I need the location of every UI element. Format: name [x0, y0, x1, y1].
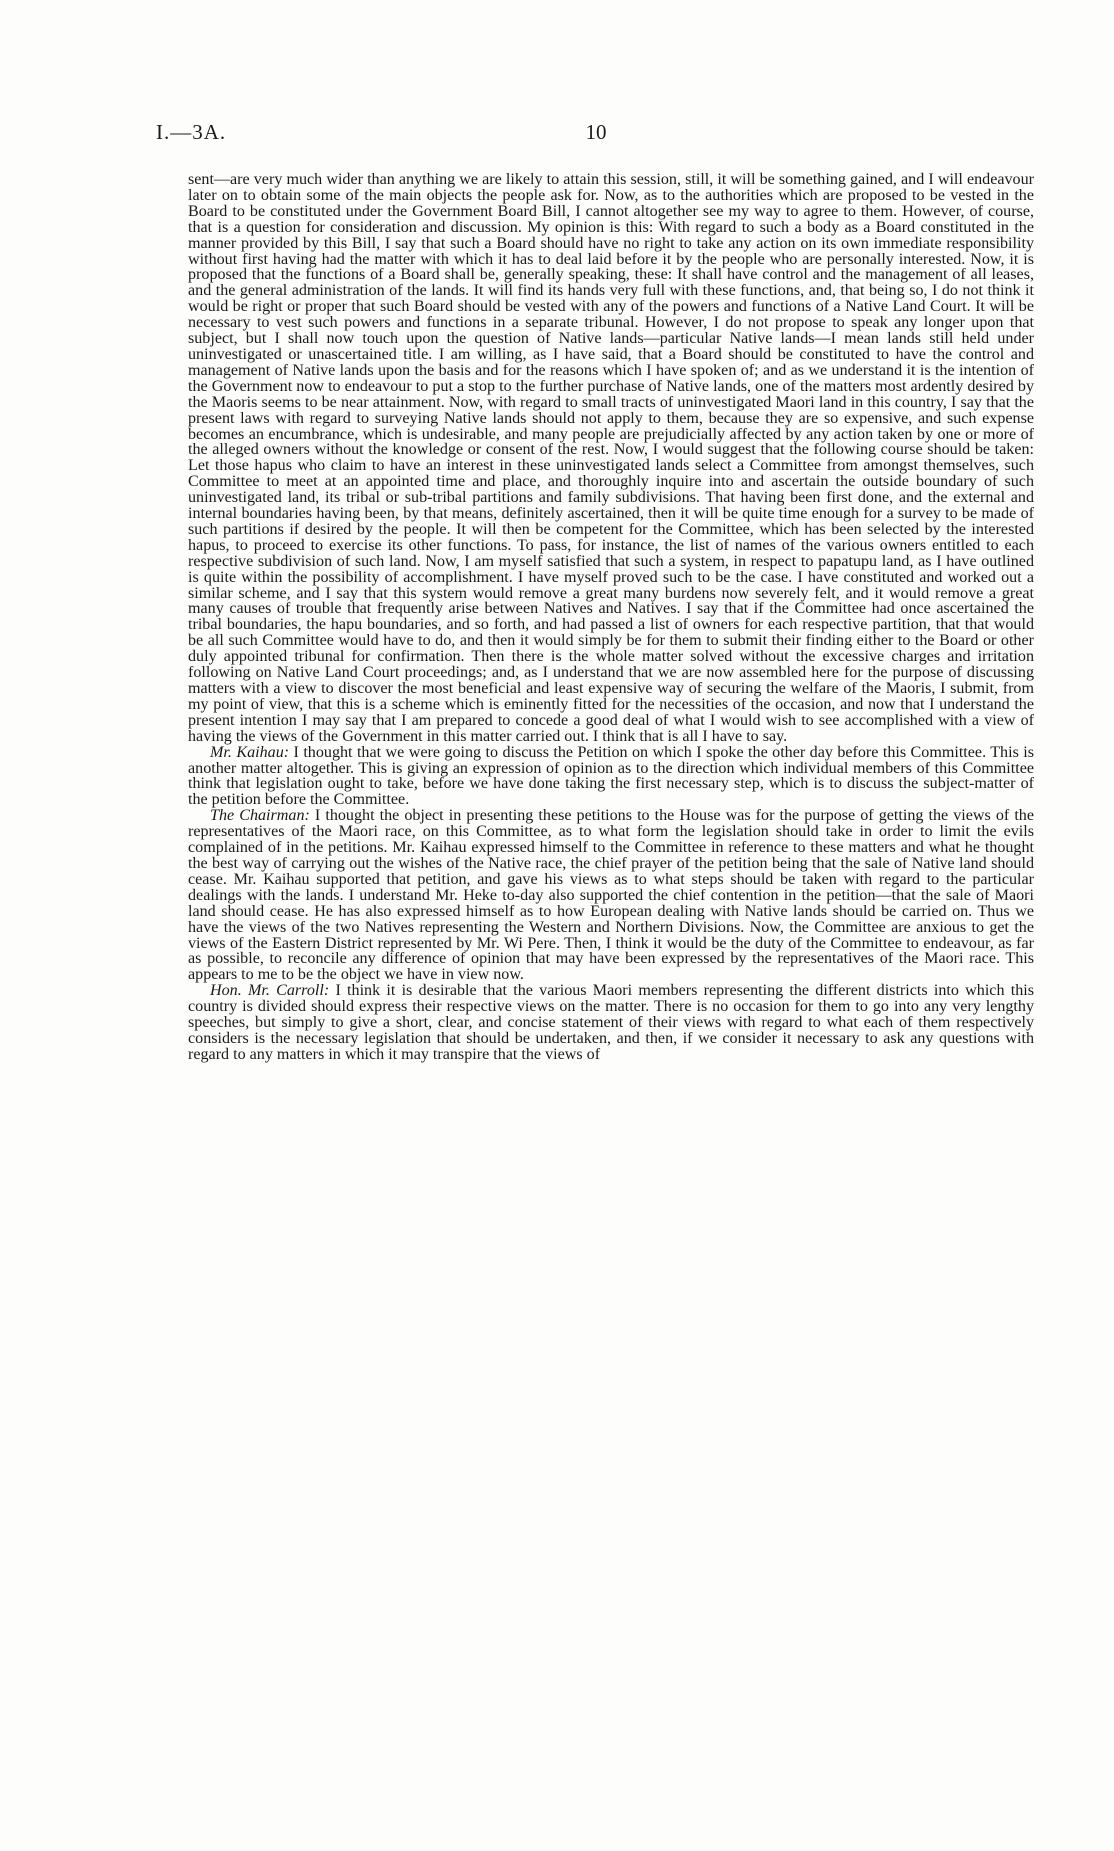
- paragraph-text: I think it is desirable that the various Maori members representing the different districts into which this country is divided should express their respective views on the matter. There is no occasion for them to go into any very lengthy speeches, but simply to give a short, clear, and concise statement of their views with regard to what each of them respectively considers is the necessary legislation that should be undertaken, and then, if we consider it necessary to ask any questions with regard to any matters in which it may transpire that the views of: [188, 982, 1034, 1063]
- body-text: [188, 172, 1034, 1063]
- paragraph-text: sent—are very much wider than anything we are likely to attain this session, still, it will be something gained, and I will endeavour later on to obtain some of the main objects the people ask for. Now, as to the authorities which are proposed to be vested in the Board to be constituted under the Government Board Bill, I cannot altogether see my way to agree to them. However, of course, that is a question for consideration and discussion. My opinion is this: With regard to such a body as a Board constituted in the manner provided by this Bill, I say that such a Board should have no right to take any action on its own immediate responsibility without first having had the matter with which it has to deal laid before it by the people who are personally interested. Now, it is proposed that the functions of a Board shall be, generally speaking, these: It shall have control and the management of all leases, and the general administration of the lands. It will find its hands very full with these functions, and, that being so, I do not think it would be right or proper that such Board should be vested with any of the powers and functions of a Native Land Court. It will be necessary to vest such powers and functions in a separate tribunal. However, I do not propose to speak any longer upon that subject, but I shall now touch upon the question of Native lands—particular Native lands—I mean lands still held under uninvestigated or unascertained title. I am willing, as I have said, that a Board should be constituted to have the control and management of Native lands upon the basis and for the reasons which I have spoken of; and as we understand it is the intention of the Government now to endeavour to put a stop to the further purchase of Native lands, one of the matters most ardently desired by the Maoris seems to be near attainment. Now, with regard to small tracts of uninvestigated Maori land in this country, I say that the present laws with regard to surveying Native lands should not apply to them, because they are so expensive, and such expense becomes an encumbrance, which is undesirable, and many people are prejudicially affected by any action taken by one or more of the alleged owners without the knowledge or consent of the rest. Now, I would suggest that the following course should be taken: Let those hapus who claim to have an interest in these uninvestigated lands select a Committee from amongst themselves, such Committee to meet at an appointed time and place, and thoroughly inquire into and ascertain the outside boundary of such uninvestigated land, its tribal or sub-tribal partitions and family subdivisions. That having been first done, and the external and internal boundaries having been, by that means, definitely ascertained, then it will be quite time enough for a survey to be made of such partitions if desired by the people. It will then be competent for the Committee, which has been selected by the interested hapus, to proceed to exercise its other functions. To pass, for instance, the list of names of the various owners entitled to each respective subdivision of such land. Now, I am myself satisfied that such a system, in respect to papatupu land, as I have outlined is quite within the possibility of accomplishment. I have myself proved such to be the case. I have constituted and worked out a similar scheme, and I say that this system would remove a great many burdens now severely felt, and it would remove a great many causes of trouble that frequently arise between Natives and Natives. I say that if the Committee had once ascertained the tribal boundaries, the hapu boundaries, and so forth, and had passed a list of owners for each respective partition, that that would be all such Committee would have to do, and then it would simply be for them to submit their finding either to the Board or other duly appointed tribunal for confirmation. Then there is the whole matter solved without the excessive charges and irritation following on Native Land Court proceedings; and, as I understand that we are now assembled here for the purpose of discussing matters with a view to discover the most beneficial and least expensive way of securing the welfare of the Maoris, I submit, from my point of view, that this is a scheme which is eminently fitted for the necessities of the occasion, and now that I understand the present intention I may say that I am prepared to concede a good deal of what I would wish to see accomplished with a view of having the views of the Government in this matter carried out. I think that is all I have to say.: [188, 171, 1034, 745]
- page-header: [156, 120, 1036, 150]
- paragraph-kaihau: [188, 745, 1034, 809]
- page-number: 10: [585, 120, 607, 144]
- speaker-name: Mr. Kaihau:: [210, 743, 290, 761]
- speaker-name: The Chairman:: [210, 807, 310, 825]
- paragraph-continuation: [188, 172, 1034, 745]
- paper-reference: I.—3A.: [156, 120, 227, 144]
- paragraph-chairman: [188, 808, 1034, 983]
- speaker-name: Hon. Mr. Carroll:: [210, 982, 330, 1000]
- paragraph-text: I thought that we were going to discuss the Petition on which I spoke the other day before this Committee. This is another matter altogether. This is giving an expression of opinion as to the direction which individual members of this Committee think that legislation ought to take, before we have done taking the first necessary step, which is to discuss the subject-matter of the petition before the Committee.: [188, 743, 1035, 809]
- paragraph-text: I thought the object in presenting these petitions to the House was for the purpose of getting the views of the representatives of the Maori race, on this Committee, as to what form the legislation should take in order to limit the evils complained of in the petitions. Mr. Kaihau expressed himself to the Committee in reference to these matters and what he thought the best way of carrying out the wishes of the Native race, the chief prayer of the petition being that the sale of Native land should cease. Mr. Kaihau supported that petition, and gave his views as to what steps should be taken with regard to the particular dealings with the lands. I understand Mr. Heke to-day also supported the chief contention in the petition—that the sale of Maori land should cease. He has also expressed himself as to how European dealing with Native lands should be carried on. Thus we have the views of the two Natives representing the Western and Northern Divisions. Now, the Committee are anxious to get the views of the Eastern District represented by Mr. Wi Pere. Then, I think it would be the duty of the Committee to endeavour, as far as possible, to reconcile any difference of opinion that may have been expressed by the representatives of the Maori race. This appears to me to be the object we have in view now.: [188, 807, 1034, 984]
- paragraph-carroll: [188, 983, 1034, 1063]
